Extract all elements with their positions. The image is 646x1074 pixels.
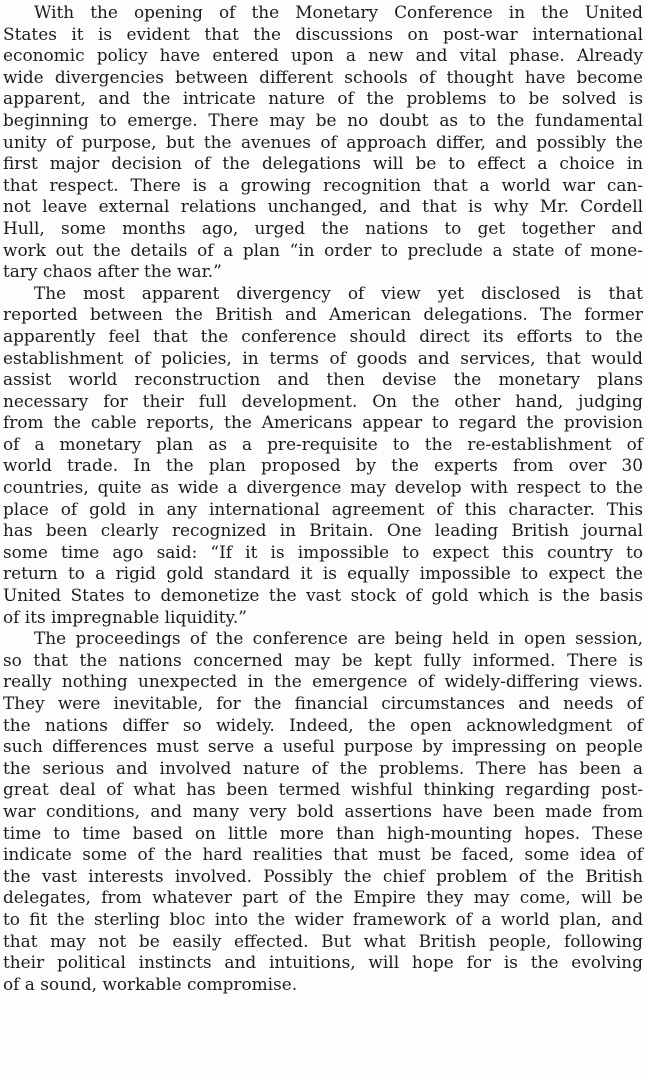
text-line: United States to demonetize the vast stock of gold which is the basis (3, 585, 643, 606)
paragraph-1 (3, 2, 643, 283)
text-line: With the opening of the Monetary Conference in the United (34, 2, 643, 22)
text-line: assist world reconstruction and then devise the monetary plans (3, 369, 643, 390)
text-line: establishment of policies, in terms of goods and services, that would (3, 347, 643, 368)
text-line: wide divergencies between different schools of thought have become (3, 66, 643, 87)
text-line: the serious and involved nature of the problems. There has been a (3, 757, 643, 778)
text-line: apparently feel that the conference should direct its efforts to the (3, 325, 643, 346)
text-line: of its impregnable liquidity.” (3, 606, 247, 627)
text-line: so that the nations concerned may be kept fully informed. There is (3, 649, 643, 670)
text-line: such differences must serve a useful purpose by impressing on people (3, 736, 643, 757)
text-line: world trade. In the plan proposed by the experts from over 30 (3, 455, 643, 476)
text-line: work out the details of a plan “in order to preclude a state of mone- (3, 239, 643, 260)
paragraph-2 (3, 283, 643, 629)
text-line: reported between the British and American delegations. The former (3, 304, 643, 325)
text-line: beginning to emerge. There may be no doubt as to the fundamental (3, 109, 643, 130)
text-line: the nations differ so widely. Indeed, the open acknowledgment of (3, 714, 643, 735)
text-line: war conditions, and many very bold assertions have been made from (3, 800, 643, 821)
text-line: Hull, some months ago, urged the nations to get together and (3, 217, 643, 238)
text-line: economic policy have entered upon a new and vital phase. Already (3, 45, 643, 66)
text-line: the vast interests involved. Possibly the chief problem of the British (3, 865, 643, 886)
text-line: some time ago said: “If it is impossible to expect this country to (3, 541, 643, 562)
text-line: not leave external relations unchanged, and that is why Mr. Cordell (3, 196, 643, 217)
text-line: apparent, and the intricate nature of the problems to be solved is (3, 88, 643, 109)
text-line: of a monetary plan as a pre-requisite to the re-establishment of (3, 433, 643, 454)
text-line: unity of purpose, but the avenues of approach differ, and possibly the (3, 131, 643, 152)
text-line: really nothing unexpected in the emergence of widely-differing views. (3, 671, 643, 692)
text-line: return to a rigid gold standard it is equally impossible to expect the (3, 563, 643, 584)
text-line: indicate some of the hard realities that must be faced, some idea of (3, 844, 643, 865)
text-line: countries, quite as wide a divergence may develop with respect to the (3, 477, 643, 498)
text-line: great deal of what has been termed wishful thinking regarding post- (3, 779, 643, 800)
text-line: to fit the sterling bloc into the wider framework of a world plan, and (3, 908, 643, 929)
text-line: that respect. There is a growing recognition that a world war can- (3, 174, 643, 195)
text-line: first major decision of the delegations will be to effect a choice in (3, 153, 643, 174)
text-line: The most apparent divergency of view yet disclosed is that (34, 282, 643, 303)
text-line: States it is evident that the discussions on post-war international (3, 23, 643, 44)
text-line: from the cable reports, the Americans appear to regard the provision (3, 412, 643, 433)
text-line: time to time based on little more than high-mounting hopes. These (3, 822, 643, 843)
text-line: has been clearly recognized in Britain. One leading British journal (3, 520, 643, 541)
paragraph-3 (3, 628, 643, 995)
text-line: their political instincts and intuitions, will hope for is the evolving (3, 952, 643, 973)
text-line: tary chaos after the war.” (3, 261, 222, 282)
text-line: that may not be easily effected. But what British people, following (3, 930, 643, 951)
text-line: of a sound, workable compromise. (3, 973, 298, 994)
text-line: delegates, from whatever part of the Empire they may come, will be (3, 887, 643, 908)
article-body (3, 2, 643, 995)
text-line: place of gold in any international agreement of this character. This (3, 498, 643, 519)
text-line: The proceedings of the conference are being held in open session, (34, 628, 643, 649)
text-line: They were inevitable, for the financial circumstances and needs of (3, 693, 643, 713)
text-line: necessary for their full development. On the other hand, judging (3, 390, 643, 411)
